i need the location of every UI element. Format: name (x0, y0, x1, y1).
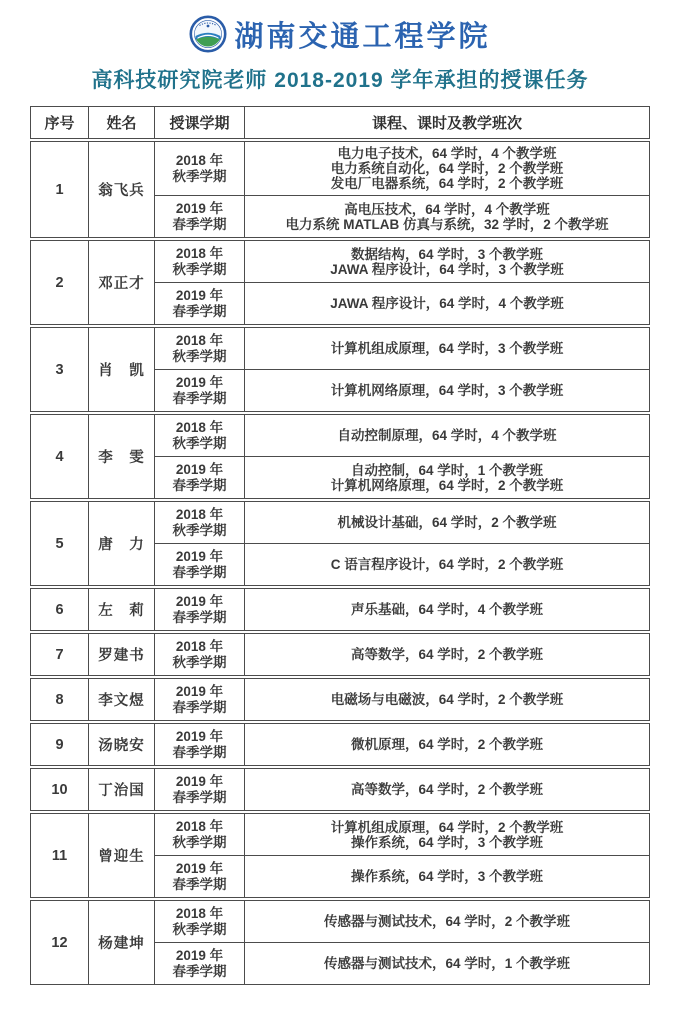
course-line: 电力系统自动化，64 学时，2 个教学班 (330, 161, 564, 176)
table-groups (30, 141, 650, 985)
semester-line: 2019 年 (175, 683, 224, 699)
course-line: 高等数学，64 学时，2 个教学班 (350, 782, 544, 797)
semester-line: 秋季学期 (172, 348, 227, 364)
course-line: 声乐基础，64 学时，4 个教学班 (350, 602, 544, 617)
course-line: 电力系统 MATLAB 仿真与系统，32 学时，2 个教学班 (285, 216, 609, 232)
teacher-name-cell: 曾迎生 (89, 814, 155, 898)
courses-cell (245, 943, 650, 985)
row-number-cell: 7 (31, 634, 89, 676)
semester-cell (155, 943, 245, 985)
course-line: 自动控制，64 学时，1 个教学班 (350, 462, 544, 478)
semester-line: 春季学期 (172, 876, 227, 892)
semester-cell (155, 634, 245, 676)
row-number-cell: 2 (31, 241, 89, 325)
semester-line: 春季学期 (172, 216, 227, 232)
semester-line: 2018 年 (175, 638, 224, 654)
col-header-number: 序号 (31, 107, 89, 139)
teacher-name-cell: 肖 凯 (89, 328, 155, 412)
course-line: 自动控制原理，64 学时，4 个教学班 (337, 428, 557, 443)
semester-line: 2018 年 (175, 818, 224, 834)
semester-line: 2019 年 (175, 947, 224, 963)
course-line: 操作系统，64 学时，3 个教学班 (350, 869, 544, 884)
courses-cell (245, 283, 650, 325)
teacher-row-group (30, 678, 650, 721)
teacher-name-cell: 邓正才 (89, 241, 155, 325)
semester-line: 秋季学期 (172, 261, 227, 277)
teacher-name-cell: 李 雯 (89, 415, 155, 499)
courses-cell (245, 724, 650, 766)
col-header-courses: 课程、课时及教学班次 (245, 107, 650, 139)
courses-cell (245, 415, 650, 457)
semester-cell (155, 769, 245, 811)
semester-cell (155, 241, 245, 283)
col-header-semester: 授课学期 (155, 107, 245, 139)
semester-cell (155, 856, 245, 898)
course-line: 计算机网络原理，64 学时，2 个教学班 (330, 477, 564, 493)
course-line: 发电厂电器系统，64 学时，2 个教学班 (330, 176, 564, 191)
semester-line: 2018 年 (175, 419, 224, 435)
teacher-name-cell: 罗建书 (89, 634, 155, 676)
school-emblem-icon (189, 15, 227, 53)
semester-line: 秋季学期 (172, 654, 227, 670)
semester-line: 秋季学期 (172, 834, 227, 850)
semester-line: 秋季学期 (172, 921, 227, 937)
row-number-cell: 5 (31, 502, 89, 586)
row-number-cell: 9 (31, 724, 89, 766)
courses-cell (245, 856, 650, 898)
semester-cell (155, 142, 245, 196)
teacher-row-group (30, 900, 650, 985)
courses-cell (245, 241, 650, 283)
school-name: 湖南交通工程学院 (234, 20, 491, 53)
teacher-name-cell: 翁飞兵 (89, 142, 155, 238)
course-line: C 语言程序设计，64 学时，2 个教学班 (330, 557, 564, 572)
courses-cell (245, 901, 650, 943)
course-line: 微机原理，64 学时，2 个教学班 (350, 737, 544, 752)
courses-cell (245, 370, 650, 412)
courses-cell (245, 679, 650, 721)
semester-line: 2018 年 (175, 905, 224, 921)
semester-line: 2019 年 (175, 461, 224, 477)
course-line: 操作系统，64 学时，3 个教学班 (350, 834, 544, 850)
teacher-row-group (30, 327, 650, 412)
semester-line: 2019 年 (175, 860, 224, 876)
semester-line: 2018 年 (175, 152, 224, 168)
row-number-cell: 1 (31, 142, 89, 238)
doc-title: 高科技研究院老师 2018-2019 学年承担的授课任务 (91, 69, 589, 92)
table-header-row (30, 106, 650, 139)
semester-cell (155, 415, 245, 457)
teacher-row-group (30, 414, 650, 499)
course-line: 数据结构，64 学时，3 个教学班 (350, 246, 544, 262)
brand-header (0, 12, 680, 56)
semester-cell (155, 724, 245, 766)
semester-cell (155, 679, 245, 721)
semester-line: 2018 年 (175, 332, 224, 348)
semester-line: 春季学期 (172, 963, 227, 979)
teacher-row-group (30, 141, 650, 238)
courses-cell (245, 142, 650, 196)
semester-line: 2019 年 (175, 728, 224, 744)
course-line: JAWA 程序设计，64 学时，3 个教学班 (330, 261, 564, 277)
semester-line: 2019 年 (175, 287, 224, 303)
courses-cell (245, 457, 650, 499)
semester-cell (155, 457, 245, 499)
teacher-row-group (30, 813, 650, 898)
course-line: 计算机网络原理，64 学时，3 个教学班 (330, 383, 564, 398)
course-table (30, 106, 650, 985)
teacher-row-group (30, 588, 650, 631)
teacher-row-group (30, 501, 650, 586)
row-number-cell: 8 (31, 679, 89, 721)
semester-line: 春季学期 (172, 564, 227, 580)
courses-cell (245, 196, 650, 238)
semester-line: 春季学期 (172, 789, 227, 805)
semester-line: 春季学期 (172, 699, 227, 715)
row-number-cell: 11 (31, 814, 89, 898)
teacher-name-cell: 丁治国 (89, 769, 155, 811)
teacher-name-cell: 杨建坤 (89, 901, 155, 985)
semester-line: 秋季学期 (172, 435, 227, 451)
semester-line: 秋季学期 (172, 168, 227, 184)
courses-cell (245, 544, 650, 586)
row-number-cell: 10 (31, 769, 89, 811)
row-number-cell: 12 (31, 901, 89, 985)
courses-cell (245, 502, 650, 544)
col-header-name: 姓名 (89, 107, 155, 139)
row-number-cell: 3 (31, 328, 89, 412)
semester-line: 春季学期 (172, 303, 227, 319)
semester-line: 2019 年 (175, 200, 224, 216)
course-line: 计算机组成原理，64 学时，2 个教学班 (330, 819, 564, 835)
course-line: 传感器与测试技术，64 学时，1 个教学班 (323, 956, 571, 971)
semester-cell (155, 283, 245, 325)
semester-line: 2019 年 (175, 593, 224, 609)
semester-cell (155, 502, 245, 544)
courses-cell (245, 634, 650, 676)
course-line: 传感器与测试技术，64 学时，2 个教学班 (323, 914, 571, 929)
teacher-row-group (30, 723, 650, 766)
teacher-name-cell: 汤晓安 (89, 724, 155, 766)
semester-line: 2018 年 (175, 506, 224, 522)
row-number-cell: 4 (31, 415, 89, 499)
semester-line: 春季学期 (172, 390, 227, 406)
course-line: 电磁场与电磁波，64 学时，2 个教学班 (330, 692, 564, 707)
teacher-row-group (30, 633, 650, 676)
semester-cell (155, 328, 245, 370)
semester-cell (155, 370, 245, 412)
teacher-name-cell: 唐 力 (89, 502, 155, 586)
semester-line: 2019 年 (175, 374, 224, 390)
semester-line: 2018 年 (175, 245, 224, 261)
teacher-name-cell: 左 莉 (89, 589, 155, 631)
semester-line: 春季学期 (172, 744, 227, 760)
semester-line: 春季学期 (172, 609, 227, 625)
semester-cell (155, 589, 245, 631)
row-number-cell: 6 (31, 589, 89, 631)
courses-cell (245, 589, 650, 631)
teacher-row-group (30, 768, 650, 811)
teacher-name-cell: 李文煜 (89, 679, 155, 721)
courses-cell (245, 769, 650, 811)
courses-cell (245, 814, 650, 856)
teacher-row-group (30, 240, 650, 325)
course-line: 机械设计基础，64 学时，2 个教学班 (337, 515, 557, 530)
course-line: 高电压技术，64 学时，4 个教学班 (344, 201, 550, 217)
semester-cell (155, 196, 245, 238)
semester-line: 秋季学期 (172, 522, 227, 538)
semester-cell (155, 814, 245, 856)
semester-line: 2019 年 (175, 548, 224, 564)
semester-line: 春季学期 (172, 477, 227, 493)
semester-line: 2019 年 (175, 773, 224, 789)
semester-cell (155, 901, 245, 943)
course-line: 电力电子技术，64 学时，4 个教学班 (337, 146, 557, 161)
semester-cell (155, 544, 245, 586)
courses-cell (245, 328, 650, 370)
course-line: JAWA 程序设计，64 学时，4 个教学班 (330, 296, 564, 311)
course-line: 计算机组成原理，64 学时，3 个教学班 (330, 341, 564, 356)
course-line: 高等数学，64 学时，2 个教学班 (350, 647, 544, 662)
